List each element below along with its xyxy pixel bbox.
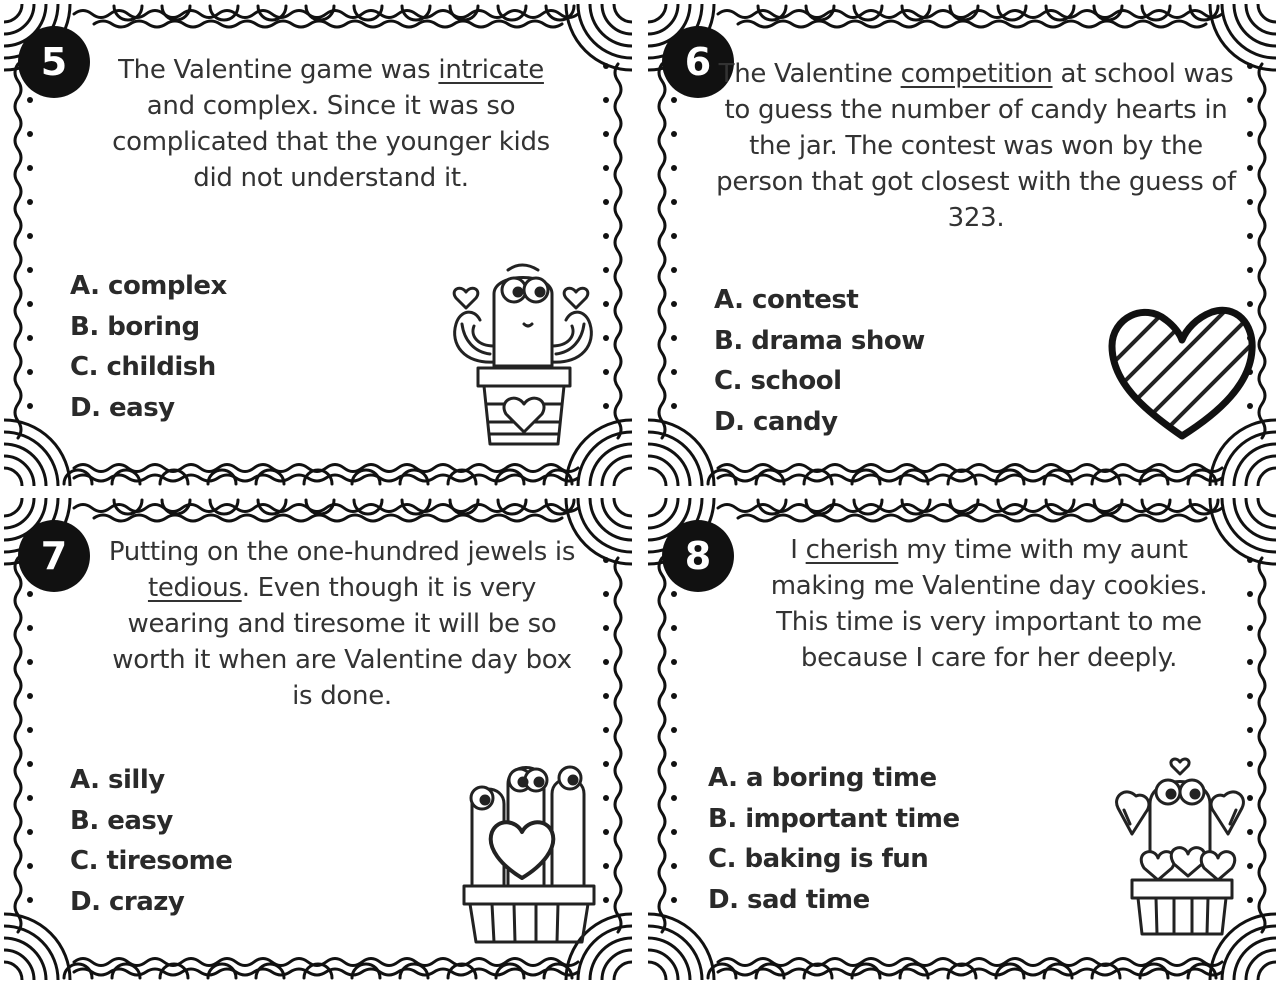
heart-icon: [1104, 302, 1260, 444]
card-number-badge: 5: [18, 26, 90, 98]
card-number-badge: 8: [662, 520, 734, 592]
answer-choice-b[interactable]: B. boring: [70, 311, 200, 342]
cactus-pot-icon: [444, 254, 604, 449]
question-text-before: The Valentine: [718, 59, 901, 89]
answer-choice-d[interactable]: D. easy: [70, 392, 175, 423]
vocabulary-word: competition: [900, 59, 1053, 89]
task-card: [648, 498, 1276, 980]
cactus-trio-icon: [452, 754, 612, 944]
question-text-before: The Valentine game was: [118, 55, 439, 85]
vocabulary-word: intricate: [438, 55, 544, 85]
question-text-after: at school was to guess the number of candy hearts in the jar. The contest was won by the person that got closest with the guess of 323.: [716, 59, 1236, 233]
answer-choice-c[interactable]: C. childish: [70, 352, 216, 382]
question-text-after: . Even though it is very wearing and tiresome it will be so worth it when are Valentine day box is done.: [112, 573, 572, 711]
answer-choice-c[interactable]: C. baking is fun: [708, 844, 929, 874]
question-text: [744, 532, 1234, 676]
answer-choice-a[interactable]: A. contest: [714, 285, 859, 315]
answer-choice-c[interactable]: C. tiresome: [70, 846, 233, 876]
answer-choice-d[interactable]: D. crazy: [70, 886, 185, 917]
question-text-before: I: [790, 535, 806, 565]
answer-choice-d[interactable]: D. candy: [714, 406, 838, 437]
answer-choices: [708, 758, 960, 920]
answer-choices: [70, 266, 227, 428]
answer-choice-a[interactable]: A. complex: [70, 271, 227, 301]
answer-choice-a[interactable]: A. a boring time: [708, 763, 937, 793]
question-text-before: Putting on the one-hundred jewels is: [108, 537, 576, 567]
question-text: [706, 56, 1246, 236]
task-card: [4, 4, 632, 486]
vocabulary-word: cherish: [805, 535, 899, 565]
cactus-hearts-icon: [1104, 748, 1256, 938]
task-card: [648, 4, 1276, 486]
answer-choice-c[interactable]: C. school: [714, 366, 842, 396]
question-text-after: my time with my aunt making me Valentine day cookies. This time is very important to me because I care for her deeply.: [770, 535, 1208, 673]
answer-choice-a[interactable]: A. silly: [70, 765, 165, 795]
task-card: [4, 498, 632, 980]
card-number-badge: 6: [662, 26, 734, 98]
question-text: [102, 534, 582, 714]
vocabulary-word: tedious: [147, 573, 242, 603]
answer-choice-d[interactable]: D. sad time: [708, 884, 870, 915]
question-text: [96, 52, 566, 196]
answer-choices: [70, 760, 232, 922]
question-text-after: and complex. Since it was so complicated that the younger kids did not understand it.: [112, 91, 550, 193]
answer-choices: [714, 280, 925, 442]
answer-choice-b[interactable]: B. easy: [70, 805, 173, 836]
answer-choice-b[interactable]: B. drama show: [714, 325, 925, 356]
card-number-badge: 7: [18, 520, 90, 592]
answer-choice-b[interactable]: B. important time: [708, 803, 960, 834]
